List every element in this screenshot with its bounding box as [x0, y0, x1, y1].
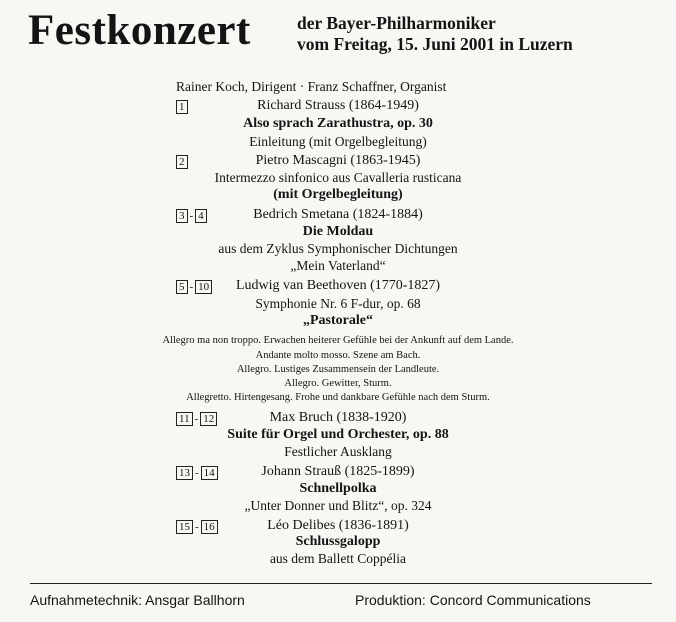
work-description: „Mein Vaterland“ — [290, 258, 386, 273]
work-title: Schnellpolka — [299, 481, 377, 496]
work-title: Schlussgalopp — [295, 534, 381, 549]
track-number-5-10: 5 - 10 — [176, 280, 212, 294]
track-box: 11 — [176, 412, 193, 426]
track-box: 12 — [200, 412, 217, 426]
page-title: Festkonzert — [28, 7, 251, 54]
work-title: Suite für Orgel und Orchester, op. 88 — [227, 427, 449, 442]
work-description: Festlicher Ausklang — [284, 444, 392, 459]
track-box: 15 — [176, 520, 193, 534]
track-box: 2 — [176, 155, 188, 169]
subtitle-date-venue: vom Freitag, 15. Juni 2001 in Luzern — [297, 34, 573, 54]
track-number-13-14: 13 - 14 — [176, 466, 218, 480]
composer: Johann Strauß (1825-1899) — [261, 464, 415, 479]
track-number-3-4: 3 - 4 — [176, 209, 207, 223]
composer: Ludwig van Beethoven (1770-1827) — [235, 278, 441, 293]
movement: Allegro ma non troppo. Erwachen heiterer Gefühle bei der Ankunft auf dem Lande. — [162, 335, 514, 346]
track-box: 4 — [195, 209, 207, 223]
movement: Allegro. Lustiges Zusammensein der Landleute. — [236, 364, 440, 375]
movement: Allegretto. Hirtengesang. Frohe und dankbare Gefühle nach dem Sturm. — [186, 392, 490, 403]
footer-divider — [30, 583, 652, 584]
composer: Richard Strauss (1864-1949) — [257, 98, 419, 113]
composer: Pietro Mascagni (1863-1945) — [255, 153, 421, 168]
subtitle-orchestra: der Bayer-Philharmoniker — [297, 13, 496, 33]
work-title: (mit Orgelbegleitung) — [273, 187, 403, 202]
movement: Allegro. Gewitter, Sturm. — [284, 378, 392, 389]
track-box: 10 — [195, 280, 212, 294]
work-description: aus dem Ballett Coppélia — [269, 551, 407, 566]
work-title: „Pastorale“ — [303, 313, 373, 328]
track-box: 13 — [176, 466, 193, 480]
track-box: 16 — [201, 520, 218, 534]
track-box: 3 — [176, 209, 188, 223]
recording-credit: Aufnahmetechnik: Ansgar Ballhorn — [30, 592, 245, 608]
track-box: 14 — [201, 466, 218, 480]
work-title: Also sprach Zarathustra, op. 30 — [243, 116, 433, 131]
work-description: aus dem Zyklus Symphonischer Dichtungen — [218, 241, 458, 256]
work-subtitle: Symphonie Nr. 6 F-dur, op. 68 — [255, 296, 421, 311]
performer-credits: Rainer Koch, Dirigent · Franz Schaffner, Organist — [176, 79, 447, 94]
composer: Bedrich Smetana (1824-1884) — [253, 207, 423, 222]
track-number-11-12: 11 - 12 — [176, 412, 217, 426]
movement: Andante molto mosso. Szene am Bach. — [255, 350, 421, 361]
work-subtitle: Intermezzo sinfonico aus Cavalleria rusticana — [214, 170, 462, 185]
production-credit: Produktion: Concord Communications — [355, 592, 591, 608]
track-box: 1 — [176, 100, 188, 114]
track-number-15-16: 15 - 16 — [176, 520, 218, 534]
work-description: „Unter Donner und Blitz“, op. 324 — [244, 498, 432, 513]
composer: Max Bruch (1838-1920) — [269, 410, 407, 425]
track-box: 5 — [176, 280, 188, 294]
work-title: Die Moldau — [302, 224, 374, 239]
composer: Léo Delibes (1836-1891) — [267, 518, 409, 533]
work-description: Einleitung (mit Orgelbegleitung) — [249, 134, 427, 149]
